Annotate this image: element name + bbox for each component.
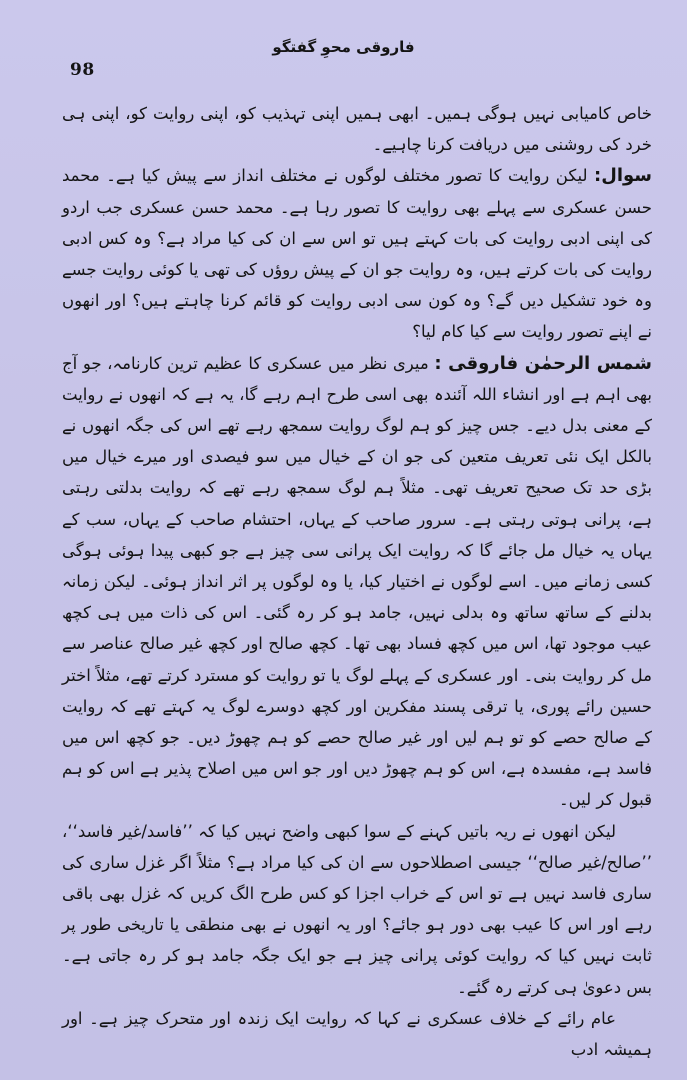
paragraph-text: لیکن انھوں نے ریہ باتیں کہنے کے سوا کبھی واضح نہیں کیا کہ ’’فاسد/غیر فاسد‘‘، ’’صالح/غیر صالح‘‘ جیسی اصطلاحوں سے ان کی کیا مراد ہے؟ مثلاً اگر غزل ساری کی ساری فاسد نہیں ہے تو اس کے خراب اجزا کو کس طرح الگ کریں کہ غزل بھی باقی رہے اور اس کا عیب بھی دور ہو جائے؟ اور یہ انھوں نے بھی منطقی یا تاریخی طور پر ثابت نہیں کیا کہ روایت کوئی پرانی چیز ہے جو ایک جگہ جامد ہو کر رہ جاتی ہے۔ بس دعویٰ ہی کرتے رہ گئے۔ (62, 821, 652, 997)
paragraph-text: میری نظر میں عسکری کا عظیم ترین کارنامہ، جو آج بھی اہم ہے اور انشاء اللہ آئندہ بھی اسی طرح اہم رہے گا، یہ ہے کہ انھوں نے روایت کے معنی بدل دیے۔ جس چیز کو ہم لوگ روایت سمجھ رہے تھے اس کی جگہ انھوں نے بالکل ایک نئی تعریف متعین کی جو ان کے خیال میں سو فیصدی اور میرے خیال میں بڑی حد تک صحیح تعریف تھی۔ مثلاً ہم لوگ سمجھ رہے تھے کہ روایت بدلتی رہتی ہے، پرانی ہوتی رہتی ہے۔ سرور صاحب کے یہاں، احتشام صاحب کے یہاں، سب کے یہاں یہ خیال مل جائے گا کہ روایت ایک پرانی سی چیز ہے جو کبھی پیدا ہوئی ہوگی کسی زمانے میں۔ اسے لوگوں نے اختیار کیا، یا وہ لوگوں پر اثر انداز ہوئی۔ لیکن زمانہ بدلنے کے ساتھ ساتھ وہ بدلی نہیں، جامد ہو کر رہ گئی۔ اس کی ذات میں ہی کچھ عیب موجود تھا، اس میں کچھ فساد بھی تھا۔ کچھ صالح اور کچھ غیر صالح عناصر سے مل کر روایت بنی۔ اور عسکری کے پہلے لوگ یا تو روایت کو مسترد کرتے تھے، مثلاً اختر حسین رائے پوری، یا ترقی پسند مفکرین اور کچھ دوسرے لوگ یہ کہتے تھے کہ روایت کے صالح حصے کو تو ہم لیں اور غیر صالح حصے کو ہم چھوڑ دیں۔ جو کچھ اس میں فاسد ہے، مفسدہ ہے، اس کو ہم چھوڑ دیں اور جو اس میں اصلاح پذیر ہے اس کو ہم قبول کر لیں۔ (62, 353, 652, 810)
paragraph-continuation (62, 816, 652, 1003)
paragraph-text: لیکن روایت کا تصور مختلف لوگوں نے مختلف انداز سے پیش کیا ہے۔ محمد حسن عسکری سے پہلے بھی روایت کا تصور رہا ہے۔ محمد حسن عسکری جب اردو کی اپنی ادبی روایت کی بات کہتے ہیں تو اس سے ان کی کیا مراد ہے؟ وہ کس ادبی روایت کی بات کرتے ہیں، وہ روایت جو ان کے پیش روؤں کی تھی یا کوئی روایت جسے وہ خود تشکیل دیں گے؟ وہ کون سی ادبی روایت کو قائم کرنا چاہتے ہیں؟ اور انھوں نے اپنے تصور روایت سے کیا کام لیا؟ (62, 166, 652, 342)
paragraph-intro (62, 98, 652, 160)
paragraph-closing (62, 1003, 652, 1065)
page-number: 98 (70, 60, 95, 80)
speaker-label-question: سوال: (594, 165, 652, 187)
paragraph-text: خاص کامیابی نہیں ہوگی ہمیں۔ ابھی ہمیں اپنی تہذیب کو، اپنی روایت کو، اپنی ہی خرد کی روشنی میں دریافت کرنا چاہیے۔ (62, 104, 652, 155)
paragraph-text: عام رائے کے خلاف عسکری نے کہا کہ روایت ایک زندہ اور متحرک چیز ہے۔ اور ہمیشہ ادب (62, 1008, 652, 1060)
speaker-label-answer: شمس الرحمٰن فاروقی : (434, 352, 652, 374)
running-title: فاروقی محوِ گفتگو (272, 38, 415, 56)
page-body (62, 98, 652, 1065)
page-header (34, 38, 653, 78)
paragraph-question (62, 160, 652, 347)
paragraph-answer (62, 348, 652, 816)
